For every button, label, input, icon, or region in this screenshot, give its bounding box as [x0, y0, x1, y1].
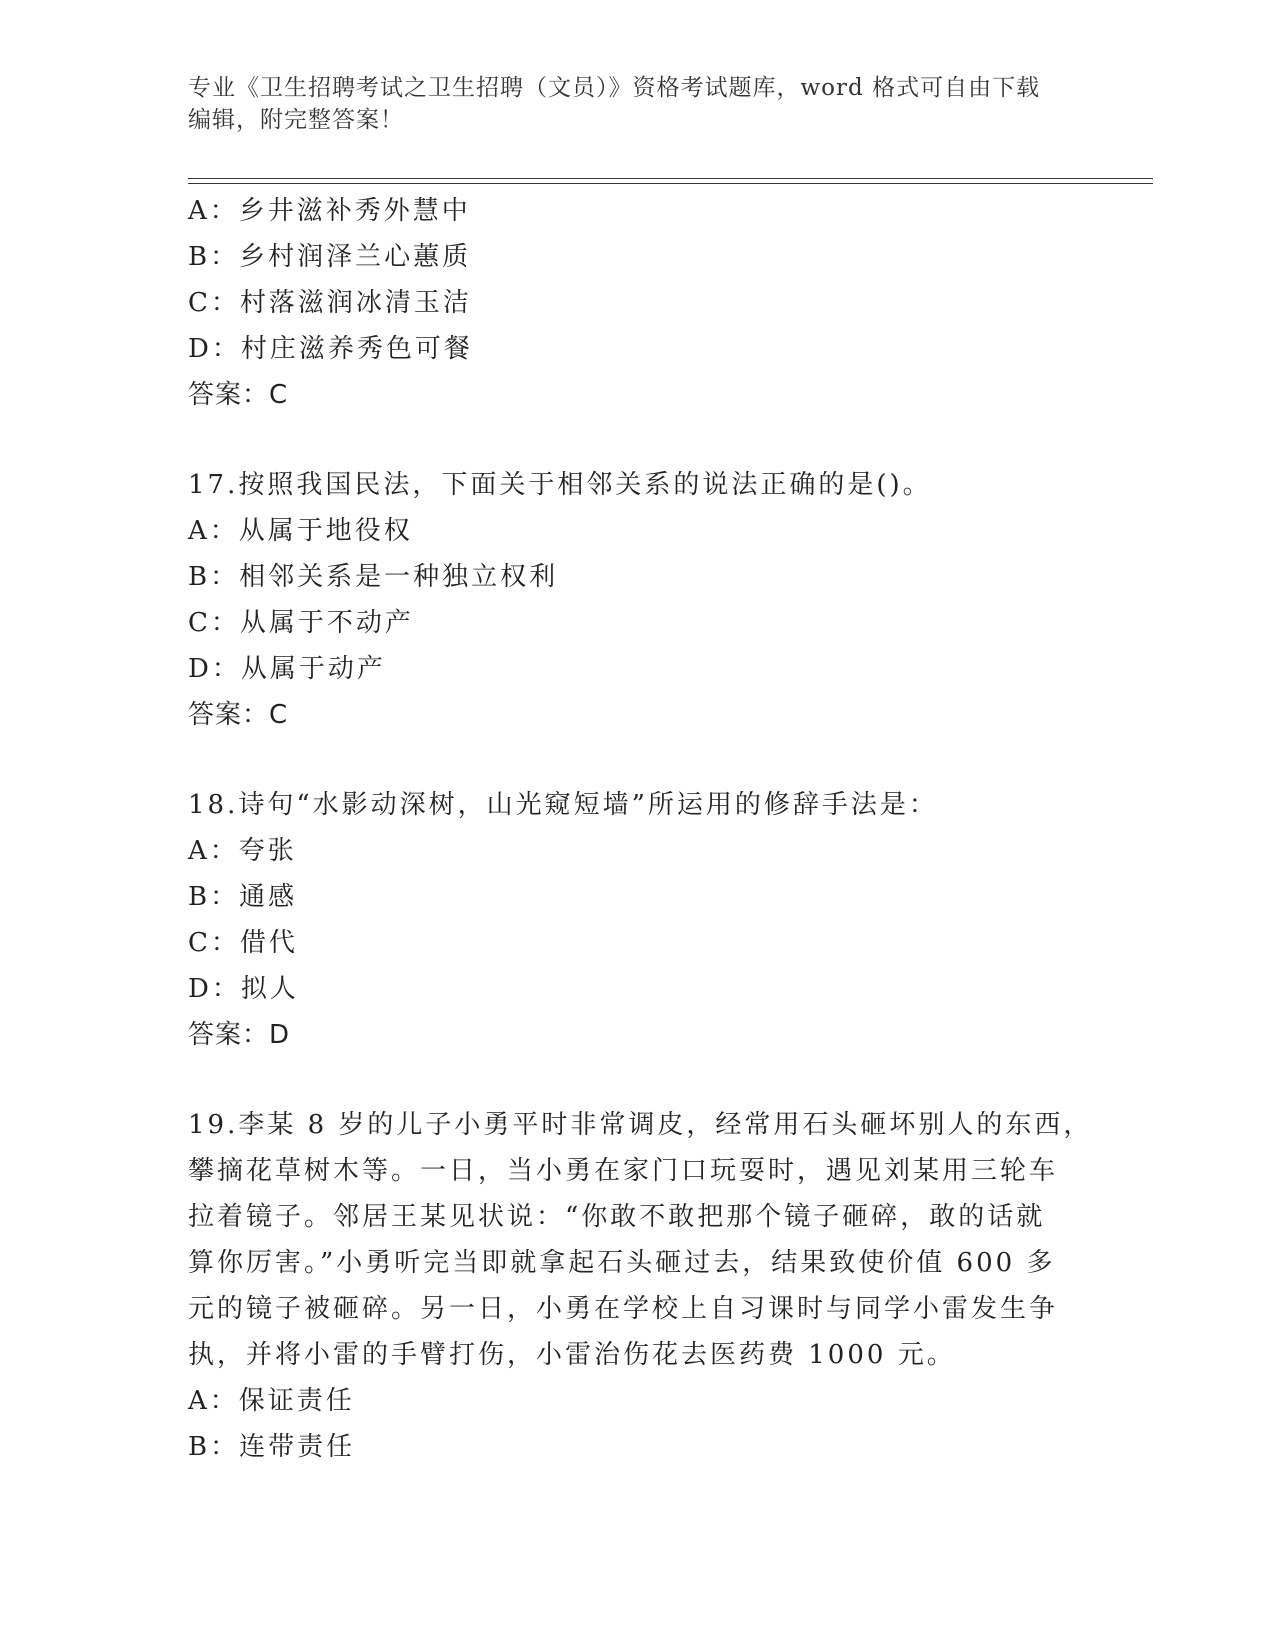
- spacer: [188, 738, 1068, 782]
- option-a: A：乡井滋补秀外慧中: [188, 196, 471, 226]
- question-text-line: 拉着镜子。邻居王某见状说：“你敢不敢把那个镜子砸碎，敢的话就: [188, 1202, 1046, 1232]
- question-text: 18.诗句“水影动深树，山光窥短墙”所运用的修辞手法是：: [188, 790, 938, 820]
- question-text-line: 算你厉害。”小勇听完当即就拿起石头砸过去，结果致使价值 600 多: [188, 1248, 1056, 1278]
- question-text: 17.按照我国民法，下面关于相邻关系的说法正确的是()。: [188, 470, 932, 500]
- answer-line: 答案：D: [188, 1020, 291, 1050]
- option-b: B：通感: [188, 882, 298, 912]
- answer-line: 答案：C: [188, 380, 289, 410]
- option-c: C：借代: [188, 928, 298, 958]
- spacer: [188, 418, 1068, 462]
- option-a: A：保证责任: [188, 1386, 355, 1416]
- question-16-block: [188, 188, 1068, 418]
- header-rule-bottom: [188, 183, 1153, 184]
- question-text-line: 19.李某 8 岁的儿子小勇平时非常调皮，经常用石头砸坏别人的东西，: [188, 1110, 1093, 1140]
- question-19-block: [188, 1102, 1093, 1470]
- question-18-block: [188, 782, 1068, 1058]
- question-text-line: 元的镜子被砸碎。另一日，小勇在学校上自习课时与同学小雷发生争: [188, 1294, 1059, 1324]
- answer-line: 答案：C: [188, 700, 289, 730]
- header-rule-top: [188, 178, 1153, 179]
- option-a: A：夸张: [188, 836, 297, 866]
- option-b: B：相邻关系是一种独立权利: [188, 562, 559, 592]
- question-list: [188, 188, 1093, 1470]
- option-d: D：村庄滋养秀色可餐: [188, 334, 473, 364]
- option-b: B：连带责任: [188, 1432, 356, 1462]
- question-text-line: 执，并将小雷的手臂打伤，小雷治伤花去医药费 1000 元。: [188, 1340, 956, 1370]
- option-c: C：村落滋润冰清玉洁: [188, 288, 472, 318]
- option-d: D：拟人: [188, 974, 299, 1004]
- spacer: [188, 1058, 1068, 1102]
- option-b: B：乡村润泽兰心蕙质: [188, 242, 472, 272]
- option-a: A：从属于地役权: [188, 516, 413, 546]
- question-text-line: 攀摘花草树木等。一日，当小勇在家门口玩耍时，遇见刘某用三轮车: [188, 1156, 1059, 1186]
- header-line-2: 编辑，附完整答案！: [188, 107, 404, 133]
- header-line-1: 专业《卫生招聘考试之卫生招聘（文员）》资格考试题库，word 格式可自由下载: [188, 75, 1041, 101]
- question-17-block: [188, 462, 1068, 738]
- option-c: C：从属于不动产: [188, 608, 414, 638]
- document-header: [188, 72, 1068, 136]
- option-d: D：从属于动产: [188, 654, 386, 684]
